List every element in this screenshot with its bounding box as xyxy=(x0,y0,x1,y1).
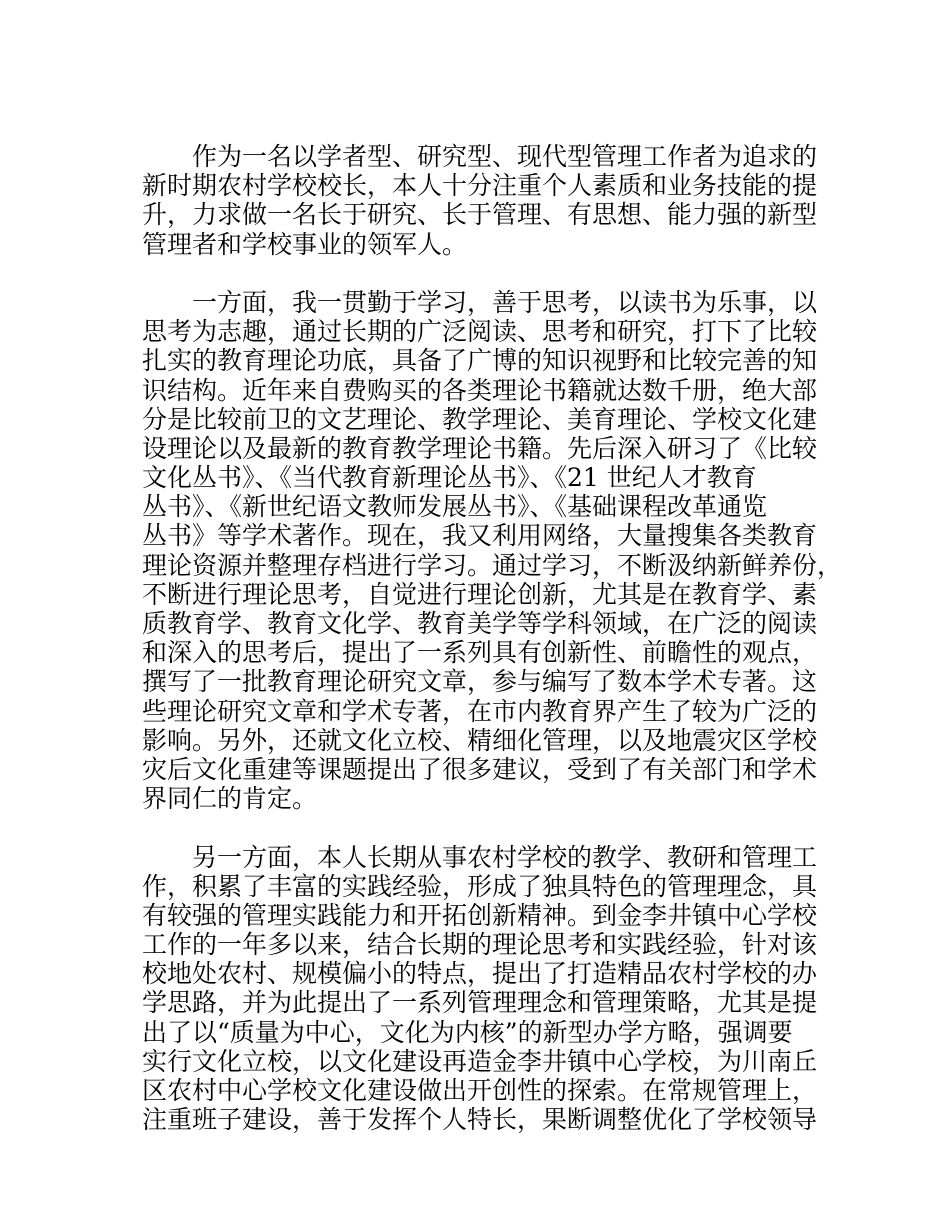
paragraph-2 xyxy=(142,287,843,814)
text-line: 质教育学、教育文化学、教育美学等学科领域，在广泛的阅读 xyxy=(142,609,818,638)
text-line: 文化丛书》、《当代教育新理论丛书》、《21 世纪人才教育 xyxy=(142,463,757,493)
text-line: 些理论研究文章和学术专著，在市内教育界产生了较为广泛的 xyxy=(142,696,818,726)
text-line: 注重班子建设，善于发挥个人特长，果断调整优化了学校领导 xyxy=(142,1105,818,1135)
text-line: 丛书》、《新世纪语文教师发展丛书》、《基础课程改革通览 xyxy=(142,492,768,522)
text-line: 作，积累了丰富的实践经验，形成了独具特色的管理理念，具 xyxy=(142,871,818,901)
text-line: 管理者和学校事业的领军人。 xyxy=(142,229,468,259)
text-line: 出了以“质量为中心，文化为内核”的新型办学方略，强调要 xyxy=(142,1017,793,1047)
text-line: 升，力求做一名长于研究、长于管理、有思想、能力强的新型 xyxy=(142,200,818,230)
text-line: 影响。另外，还就文化立校、精细化管理，以及地震灾区学校 xyxy=(142,725,818,755)
text-line: 扎实的教育理论功底，具备了广博的知识视野和比较完善的知 xyxy=(142,346,818,376)
text-line: 不断进行理论思考，自觉进行理论创新，尤其是在教育学、素 xyxy=(142,579,818,609)
text-line: 界同仁的肯定。 xyxy=(142,784,318,814)
text-line: 灾后文化重建等课题提出了很多建议，受到了有关部门和学术 xyxy=(142,754,818,784)
paragraph-1 xyxy=(142,142,818,259)
text-line: 区农村中心学校文化建设做出开创性的探索。在常规管理上， xyxy=(142,1076,818,1105)
text-line: 思考为志趣，通过长期的广泛阅读、思考和研究，打下了比较 xyxy=(142,317,818,347)
text-line: 校地处农村、规模偏小的特点，提出了打造精品农村学校的办 xyxy=(142,959,818,989)
text-line: 实行文化立校，以文化建设再造金李井镇中心学校，为川南丘 xyxy=(142,1046,818,1076)
text-line: 工作的一年多以来，结合长期的理论思考和实践经验，针对该 xyxy=(142,930,818,960)
text-line: 新时期农村学校校长，本人十分注重个人素质和业务技能的提 xyxy=(142,171,818,201)
paragraph-spacer xyxy=(142,259,812,288)
text-line: 另一方面，本人长期从事农村学校的教学、教研和管理工 xyxy=(192,842,818,872)
text-line: 识结构。近年来自费购买的各类理论书籍就达数千册，绝大部 xyxy=(142,375,818,405)
text-line: 一方面，我一贯勤于学习，善于思考，以读书为乐事，以 xyxy=(192,287,818,317)
document-body xyxy=(142,142,843,1135)
paragraph-3 xyxy=(142,842,818,1135)
text-line: 和深入的思考后，提出了一系列具有创新性、前瞻性的观点， xyxy=(142,638,818,668)
text-line: 作为一名以学者型、研究型、现代型管理工作者为追求的 xyxy=(192,142,818,171)
text-line: 分是比较前卫的文艺理论、教学理论、美育理论、学校文化建 xyxy=(142,404,818,434)
text-line: 学思路，并为此提出了一系列管理理念和管理策略，尤其是提 xyxy=(142,988,818,1018)
text-line: 理论资源并整理存档进行学习。通过学习，不断汲纳新鲜养份， xyxy=(142,550,843,580)
text-line: 设理论以及最新的教育教学理论书籍。先后深入研习了《比较 xyxy=(142,433,818,463)
text-line: 撰写了一批教育理论研究文章，参与编写了数本学术专著。这 xyxy=(142,667,818,697)
paragraph-spacer xyxy=(142,813,812,842)
text-line: 丛书》等学术著作。现在，我又利用网络，大量搜集各类教育 xyxy=(142,521,818,551)
text-line: 有较强的管理实践能力和开拓创新精神。到金李井镇中心学校 xyxy=(142,900,818,930)
